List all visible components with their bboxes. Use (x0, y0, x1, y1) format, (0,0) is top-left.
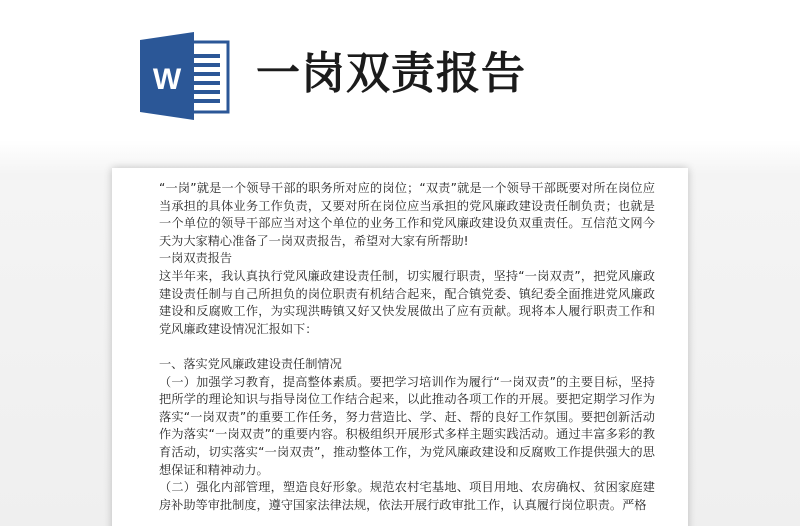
blank-line (159, 338, 655, 356)
section-heading: 一、落实党风廉政建设责任制情况 (159, 356, 342, 371)
word-document-icon (138, 30, 232, 122)
body-paragraph: 这半年来，我认真执行党风廉政建设责任制，切实履行职责，坚持“一岗双责”，把党风廉政建设责任制与自己所担负的岗位职责有机结合起来，配合镇党委、镇纪委全面推进党风廉政建设和反腐败工作，为实现洪畴镇又好又快发展做出了应有贡献。现将本人履行职责工作和党风廉政建设情况汇报如下： (159, 268, 655, 336)
word-icon-letter: W (152, 63, 182, 96)
document-heading: 一岗双责报告 (159, 251, 233, 266)
document-body (159, 180, 655, 514)
body-paragraph: （二）强化内部管理，塑造良好形象。规范农村宅基地、项目用地、农房确权、贫困家庭建房补助等审批制度，遵守国家法律法规，依法开展行政审批工作，认真履行岗位职责。严格 (159, 480, 655, 512)
body-paragraph: （一）加强学习教育，提高整体素质。要把学习培训作为履行“一岗双责”的主要目标，坚持把所学的理论知识与指导岗位工作结合起来，以此推动各项工作的开展。要把定期学习作为落实“一岗双责”的重要工作任务，努力营造比、学、赶、帮的良好工作氛围。要把创新活动作为落实“一岗双责”的重要内容。积极组织开展形式多样主题实践活动。通过丰富多彩的教育活动，切实落实“一岗双责”，推动整体工作，为党风廉政建设和反腐败工作提供强大的思想保证和精神动力。 (159, 374, 655, 477)
page-title: 一岗双责报告 (256, 48, 526, 99)
intro-paragraph: “一岗”就是一个领导干部的职务所对应的岗位；“双责”就是一个领导干部既要对所在岗位应当承担的具体业务工作负责，又要对所在岗位应当承担的党风廉政建设责任制负责；也就是一个单位的领导干部应当对这个单位的业务工作和党风廉政建设负双重责任。互信范文网今天为大家精心准备了一岗双责报告，希望对大家有所帮助! (159, 181, 655, 248)
